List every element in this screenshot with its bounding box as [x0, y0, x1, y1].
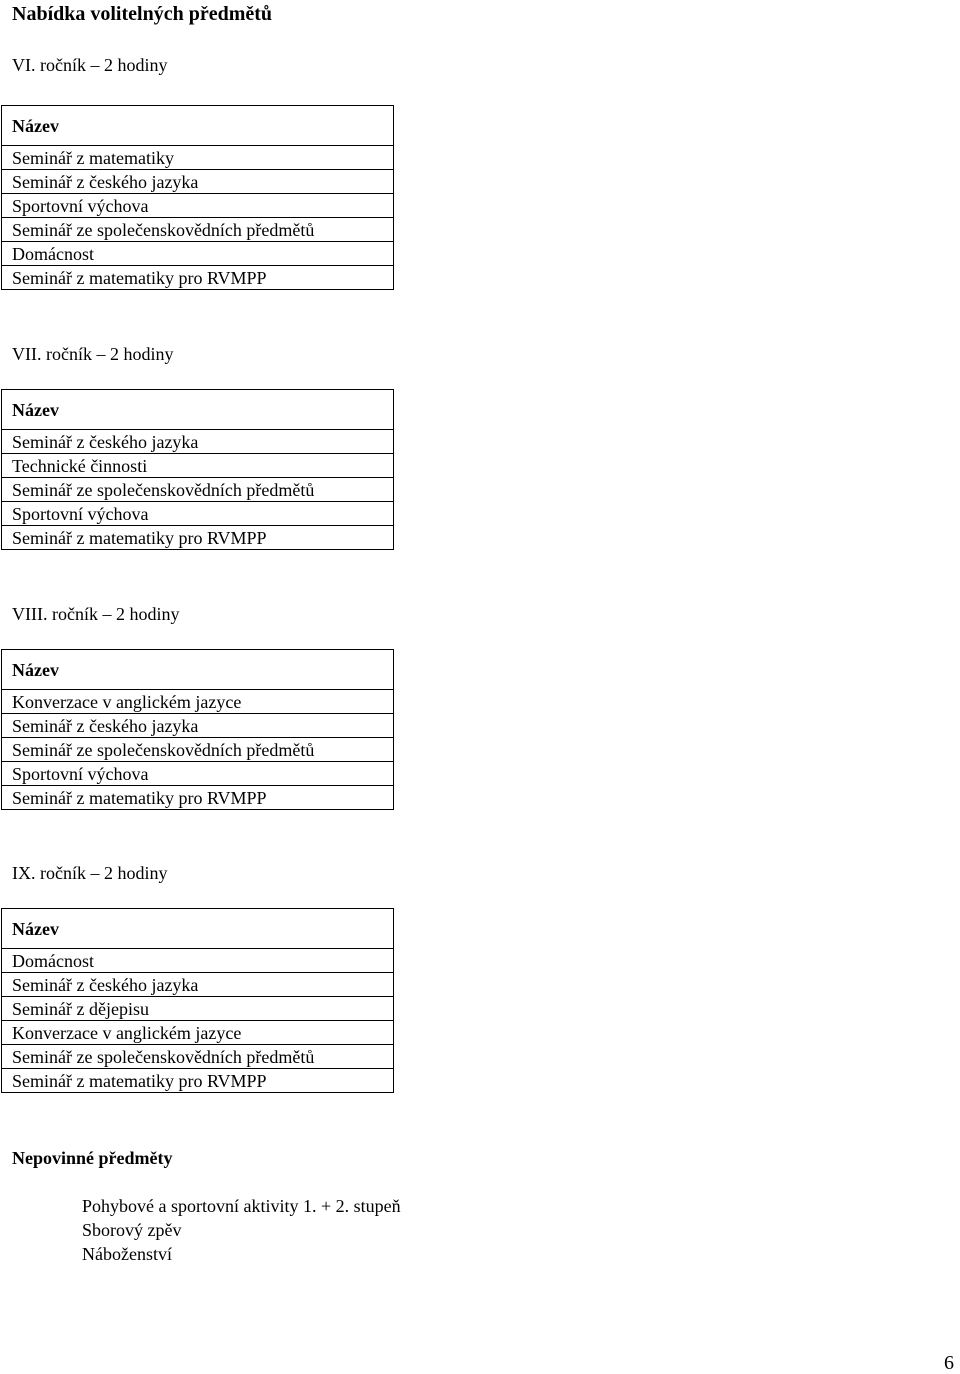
subject-cell: Seminář z českého jazyka — [2, 430, 394, 454]
page-title: Nabídka volitelných předmětů — [12, 3, 273, 25]
table-row — [2, 454, 394, 478]
table-header-row — [2, 650, 394, 690]
section-heading-vi: VI. ročník – 2 hodiny — [12, 55, 168, 75]
subjects-table-vi — [1, 105, 394, 290]
table-row — [2, 690, 394, 714]
subject-cell: Sportovní výchova — [2, 194, 394, 218]
table-header-row — [2, 909, 394, 949]
table-row — [2, 170, 394, 194]
optional-subjects-title: Nepovinné předměty — [12, 1148, 173, 1168]
table-row — [2, 762, 394, 786]
list-item: Sborový zpěv — [82, 1220, 182, 1240]
table-row — [2, 949, 394, 973]
column-header: Název — [2, 909, 394, 949]
table-row — [2, 146, 394, 170]
table-row — [2, 478, 394, 502]
list-item: Pohybové a sportovní aktivity 1. + 2. stupeň — [82, 1196, 401, 1216]
subject-cell: Domácnost — [2, 242, 394, 266]
subject-cell: Seminář z českého jazyka — [2, 973, 394, 997]
subject-cell: Seminář ze společenskovědních předmětů — [2, 738, 394, 762]
table-row — [2, 502, 394, 526]
table-row — [2, 526, 394, 550]
optional-subjects-list — [82, 1194, 401, 1266]
list-item: Náboženství — [82, 1244, 172, 1264]
subject-cell: Seminář z českého jazyka — [2, 714, 394, 738]
table-row — [2, 714, 394, 738]
subject-cell: Domácnost — [2, 949, 394, 973]
column-header: Název — [2, 106, 394, 146]
table-row — [2, 997, 394, 1021]
subject-cell: Konverzace v anglickém jazyce — [2, 690, 394, 714]
table-row — [2, 218, 394, 242]
section-heading-ix: IX. ročník – 2 hodiny — [12, 863, 168, 883]
subject-cell: Seminář z českého jazyka — [2, 170, 394, 194]
table-header-row — [2, 390, 394, 430]
subject-cell: Seminář z matematiky pro RVMPP — [2, 1069, 394, 1093]
subjects-table-ix — [1, 908, 394, 1093]
section-heading-vii: VII. ročník – 2 hodiny — [12, 344, 174, 364]
table-row — [2, 1045, 394, 1069]
section-heading-viii: VIII. ročník – 2 hodiny — [12, 604, 180, 624]
page-number: 6 — [944, 1352, 954, 1374]
subject-cell: Seminář z dějepisu — [2, 997, 394, 1021]
table-row — [2, 786, 394, 810]
subject-cell: Konverzace v anglickém jazyce — [2, 1021, 394, 1045]
subject-cell: Seminář z matematiky pro RVMPP — [2, 266, 394, 290]
table-row — [2, 1021, 394, 1045]
subject-cell: Sportovní výchova — [2, 502, 394, 526]
table-header-row — [2, 106, 394, 146]
column-header: Název — [2, 650, 394, 690]
subject-cell: Seminář z matematiky pro RVMPP — [2, 786, 394, 810]
table-row — [2, 738, 394, 762]
subject-cell: Seminář ze společenskovědních předmětů — [2, 1045, 394, 1069]
subject-cell: Seminář ze společenskovědních předmětů — [2, 218, 394, 242]
table-row — [2, 973, 394, 997]
subject-cell: Seminář z matematiky pro RVMPP — [2, 526, 394, 550]
subjects-table-viii — [1, 649, 394, 810]
subject-cell: Technické činnosti — [2, 454, 394, 478]
table-row — [2, 1069, 394, 1093]
table-row — [2, 266, 394, 290]
table-row — [2, 430, 394, 454]
table-row — [2, 242, 394, 266]
column-header: Název — [2, 390, 394, 430]
subject-cell: Seminář z matematiky — [2, 146, 394, 170]
subject-cell: Sportovní výchova — [2, 762, 394, 786]
subjects-table-vii — [1, 389, 394, 550]
table-row — [2, 194, 394, 218]
subject-cell: Seminář ze společenskovědních předmětů — [2, 478, 394, 502]
